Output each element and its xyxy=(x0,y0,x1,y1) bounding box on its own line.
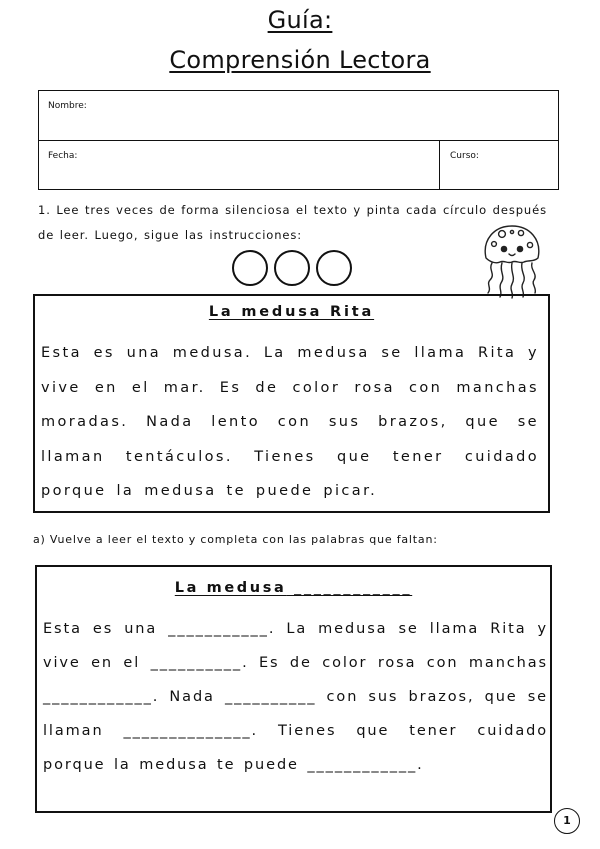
name-label: Nombre: xyxy=(48,101,87,111)
course-field[interactable] xyxy=(440,141,558,189)
page-number: 1 xyxy=(554,808,580,834)
story-box xyxy=(33,294,550,513)
fill-in-text[interactable]: Esta es una ___________. La medusa se llama Rita y vive en el __________. Es de color rosa con manchas ____________. Nada __________ con sus brazos, que se llaman ______________. Tienes que tener cuidado porque la medusa te puede ____________. xyxy=(43,621,548,773)
date-field[interactable] xyxy=(39,141,440,189)
reading-circle[interactable] xyxy=(316,250,352,286)
student-info-box xyxy=(38,90,559,190)
title-guia: Guía: xyxy=(267,6,333,34)
title-comprension-lectora: Comprensión Lectora xyxy=(169,46,431,74)
task-a-instruction: a) Vuelve a leer el texto y completa con las palabras que faltan: xyxy=(33,533,438,546)
story-text: Esta es una medusa. La medusa se llama Rita y vive en el mar. Es de color rosa con manchas moradas. Nada lento con sus brazos, que se llaman tentáculos. Tienes que tener cuidado porque la medusa te puede picar. xyxy=(41,345,539,499)
story-title: La medusa Rita xyxy=(208,304,375,320)
course-label: Curso: xyxy=(450,151,479,161)
instruction-1: 1. Lee tres veces de forma silenciosa el texto y pinta cada círculo después de leer. Luego, sigue las instrucciones: xyxy=(38,203,547,242)
fill-in-title-prefix: La medusa xyxy=(174,580,287,596)
reading-circle[interactable] xyxy=(274,250,310,286)
name-field[interactable] xyxy=(39,91,558,141)
reading-circle[interactable] xyxy=(232,250,268,286)
fill-in-title xyxy=(37,580,550,596)
date-label: Fecha: xyxy=(48,151,78,161)
reading-circles xyxy=(232,250,354,286)
fill-in-title-blank[interactable]: ____________ xyxy=(294,580,413,596)
jellyfish-icon xyxy=(472,220,552,300)
fill-in-box xyxy=(35,565,552,813)
